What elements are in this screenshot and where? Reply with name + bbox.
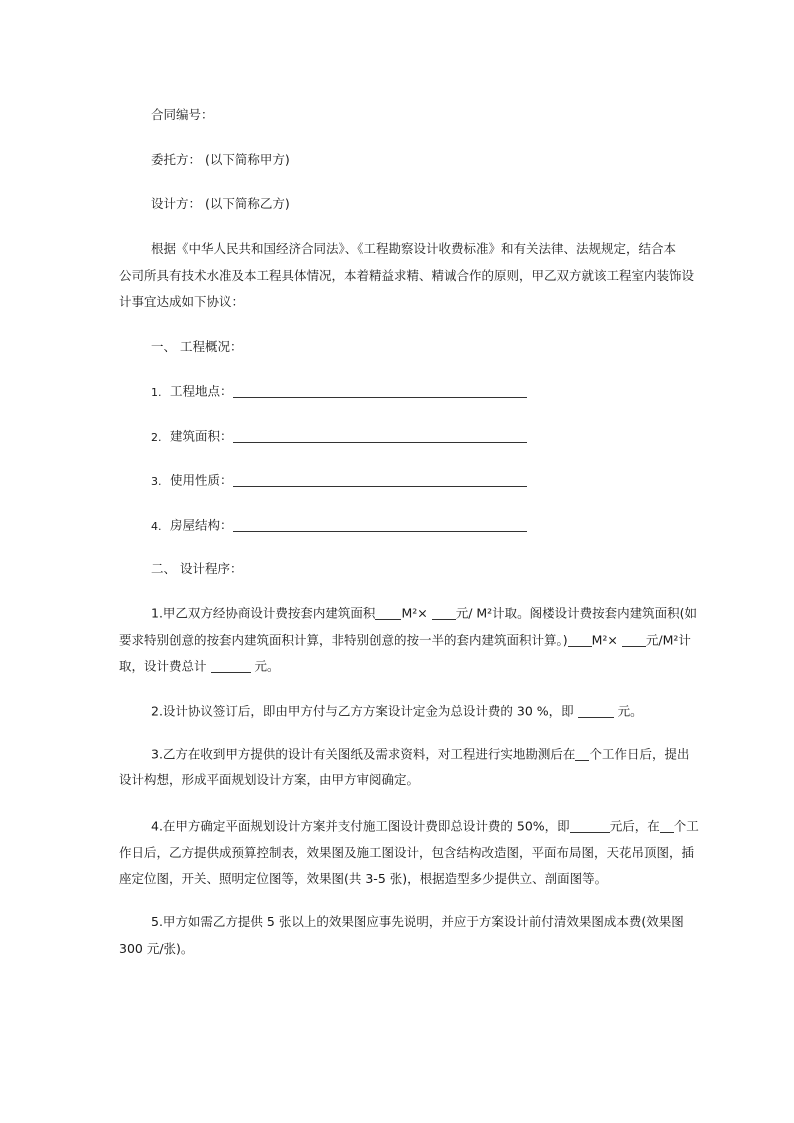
unit-price-blank	[432, 607, 456, 620]
workdays-blank	[660, 820, 674, 833]
clause-text: 个工	[673, 818, 699, 834]
field-label: 工程地点：	[170, 383, 233, 399]
field-number: 2.	[151, 430, 162, 444]
clause-text: 取，设计费总计	[119, 658, 207, 674]
field-building-structure	[151, 518, 527, 532]
designer-party-label: 设计方： (以下简称乙方)	[151, 196, 290, 211]
clause-5-line-2: 300 元/张)。	[119, 941, 194, 956]
building-structure-blank	[233, 518, 527, 532]
total-fee-blank	[211, 660, 251, 673]
clause-1-line-3	[119, 660, 280, 673]
section-1-title: 一、 工程概况：	[151, 339, 243, 354]
clause-text: M²×	[401, 605, 428, 621]
clause-1-line-2	[119, 634, 691, 647]
clause-2	[151, 705, 643, 718]
attic-price-blank	[622, 634, 646, 647]
clause-text: 2.设计协议签订后，即由甲方付与乙方方案设计定金为总设计费的 30 %，即	[151, 703, 574, 719]
usage-type-blank	[233, 473, 527, 487]
clause-text: 要求特别创意的按套内建筑面积计算，非特别创意的按一半的套内建筑面积计算。)	[119, 632, 568, 648]
building-area-blank	[233, 429, 527, 443]
field-number: 4.	[151, 519, 162, 533]
field-building-area	[151, 429, 527, 443]
client-party-label: 委托方： (以下简称甲方)	[151, 152, 290, 167]
clause-text: M²×	[591, 632, 618, 648]
intro-line-3: 计事宜达成如下协议：	[119, 294, 245, 309]
intro-line-1: 根据《中华人民共和国经济合同法》、《工程勘察设计收费标准》和有关法律、法规规定，结合本	[151, 241, 677, 256]
field-label: 建筑面积：	[170, 428, 233, 444]
clause-text: 元。	[617, 703, 643, 719]
field-number: 3.	[151, 474, 162, 488]
clause-3-line-1	[151, 748, 689, 761]
section-2-title: 二、 设计程序：	[151, 561, 243, 576]
workdays-blank	[575, 748, 589, 761]
clause-text: 个工作日后，提出	[589, 746, 690, 762]
clause-text: 元后，在	[609, 818, 660, 834]
clause-1-line-1	[151, 607, 697, 620]
contract-number-label: 合同编号：	[151, 107, 214, 122]
clause-4-line-3: 座定位图，开关、照明定位图等，效果图(共 3-5 张)，根据造型多少提供立、剖面图等。	[119, 871, 608, 886]
clause-text: 3.乙方在收到甲方提供的设计有关图纸及需求资料，对工程进行实地勘测后在	[151, 746, 576, 762]
clause-3-line-2: 设计构想，形成平面规划设计方案，由甲方审阅确定。	[119, 772, 420, 787]
clause-text: 元。	[254, 658, 280, 674]
drawing-fee-blank	[570, 820, 610, 833]
clause-4-line-2: 作日后，乙方提供成预算控制表，效果图及施工图设计，包含结构改造图，平面布局图，天花吊顶图，插	[119, 845, 695, 860]
clause-text: 元/ M²计取。阁楼设计费按套内建筑面积(如	[455, 605, 698, 621]
clause-text: 1.甲乙双方经协商设计费按套内建筑面积	[151, 605, 376, 621]
clause-text: 4.在甲方确定平面规划设计方案并支付施工图设计费即总设计费的 50%，即	[151, 818, 570, 834]
area-blank	[375, 607, 401, 620]
clause-5-line-1: 5.甲方如需乙方提供 5 张以上的效果图应事先说明，并应于方案设计前付清效果图成本费(效果图	[151, 914, 684, 929]
deposit-blank	[578, 705, 614, 718]
project-location-blank	[233, 384, 527, 398]
clause-4-line-1	[151, 820, 699, 833]
field-number: 1.	[151, 385, 162, 399]
attic-area-blank	[568, 634, 592, 647]
field-label: 房屋结构：	[170, 517, 233, 533]
intro-line-2: 公司所具有技术水准及本工程具体情况，本着精益求精、精诚合作的原则，甲乙双方就该工程室内装饰设	[119, 268, 695, 283]
field-usage-type	[151, 473, 527, 487]
field-label: 使用性质：	[170, 472, 233, 488]
field-project-location	[151, 384, 527, 398]
clause-text: 元/M²计	[645, 632, 691, 648]
